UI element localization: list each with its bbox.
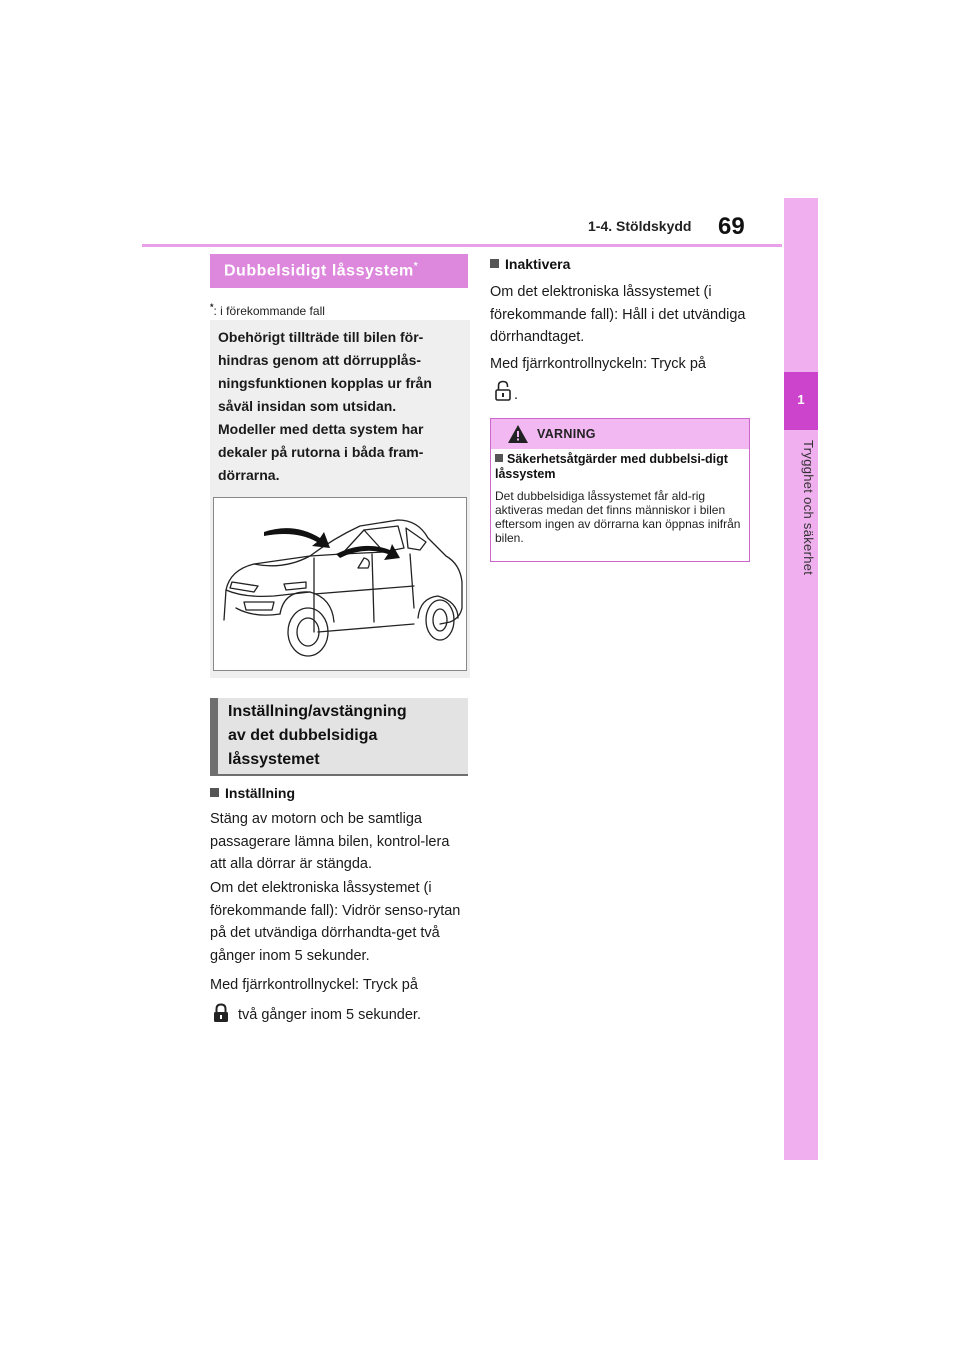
setting-paragraph-3-continued: två gånger inom 5 sekunder. bbox=[238, 1007, 421, 1023]
section-title: 1-4. Stöldskydd bbox=[588, 218, 692, 234]
footnote bbox=[210, 302, 325, 318]
page-number: 69 bbox=[718, 213, 745, 240]
chapter-side-tab bbox=[784, 198, 818, 1160]
warning-triangle-icon bbox=[507, 424, 529, 449]
warning-header bbox=[491, 419, 749, 449]
lock-icon bbox=[212, 1003, 230, 1028]
setting-paragraph-2: Om det elektroniska låssystemet (i förekommande fall): Vidrör senso-rytan på det utvändiga dörrhandta-get två gånger inom 5 sekunder. bbox=[210, 880, 461, 964]
square-bullet-icon bbox=[210, 788, 219, 797]
footnote-text: : i förekommande fall bbox=[213, 304, 325, 318]
setting-heading bbox=[210, 785, 295, 801]
setting-paragraph-3: Med fjärrkontrollnyckel: Tryck på bbox=[210, 977, 418, 993]
subsection-heading-line-1: Inställning/avstängning bbox=[228, 703, 407, 720]
subsection-heading bbox=[210, 698, 468, 776]
deactivate-paragraph-1: Om det elektroniska låssystemet (i förekommande fall): Håll i det utvändiga dörrhandtaget. bbox=[490, 284, 746, 345]
heading-footnote-mark: * bbox=[413, 261, 419, 272]
car-illustration bbox=[213, 497, 467, 671]
section-heading-text: Dubbelsidigt låssystem bbox=[224, 262, 414, 280]
intro-paragraph-2: Modeller med detta system har dekaler på rutorna i båda fram-dörrarna. bbox=[218, 421, 424, 483]
warning-subtitle-text: Säkerhetsåtgärder med dubbelsi-digt låssystem bbox=[495, 452, 728, 481]
deactivate-heading bbox=[490, 256, 570, 272]
warning-subtitle bbox=[495, 452, 745, 482]
square-bullet-icon bbox=[490, 259, 499, 268]
footnote-mark: * bbox=[210, 302, 214, 312]
warning-box bbox=[490, 418, 750, 562]
car-drawing bbox=[214, 498, 466, 670]
chapter-title: Trygghet och säkerhet bbox=[801, 440, 816, 576]
subsection-heading-line-3: låssystemet bbox=[228, 751, 320, 768]
setting-paragraph-1: Stäng av motorn och be samtliga passagerare lämna bilen, kontrol-lera att alla dörrar är stängda. bbox=[210, 811, 450, 872]
warning-body: Det dubbelsidiga låssystemet får ald-rig aktiveras medan det finns människor i bilen eftersom ingen av dörrarna kan öppnas inifrån bilen. bbox=[495, 489, 741, 545]
deactivate-heading-text: Inaktivera bbox=[505, 256, 571, 272]
header-divider bbox=[142, 244, 782, 247]
intro-paragraph-1: Obehörigt tillträde till bilen för-hindras genom att dörrupplås-ningsfunktionen kopplas ur från såväl insidan som utsidan. bbox=[218, 329, 432, 414]
square-bullet-icon bbox=[495, 454, 503, 462]
unlock-icon bbox=[494, 380, 512, 407]
chapter-number: 1 bbox=[797, 392, 805, 407]
deactivate-paragraph-2: Med fjärrkontrollnyckeln: Tryck på bbox=[490, 356, 706, 372]
intro-box bbox=[210, 320, 470, 678]
subsection-heading-line-2: av det dubbelsidiga bbox=[228, 727, 378, 744]
warning-label: VARNING bbox=[537, 427, 596, 441]
section-heading bbox=[210, 254, 468, 288]
setting-heading-text: Inställning bbox=[225, 785, 295, 801]
deactivate-paragraph-2-continued: . bbox=[514, 387, 519, 403]
